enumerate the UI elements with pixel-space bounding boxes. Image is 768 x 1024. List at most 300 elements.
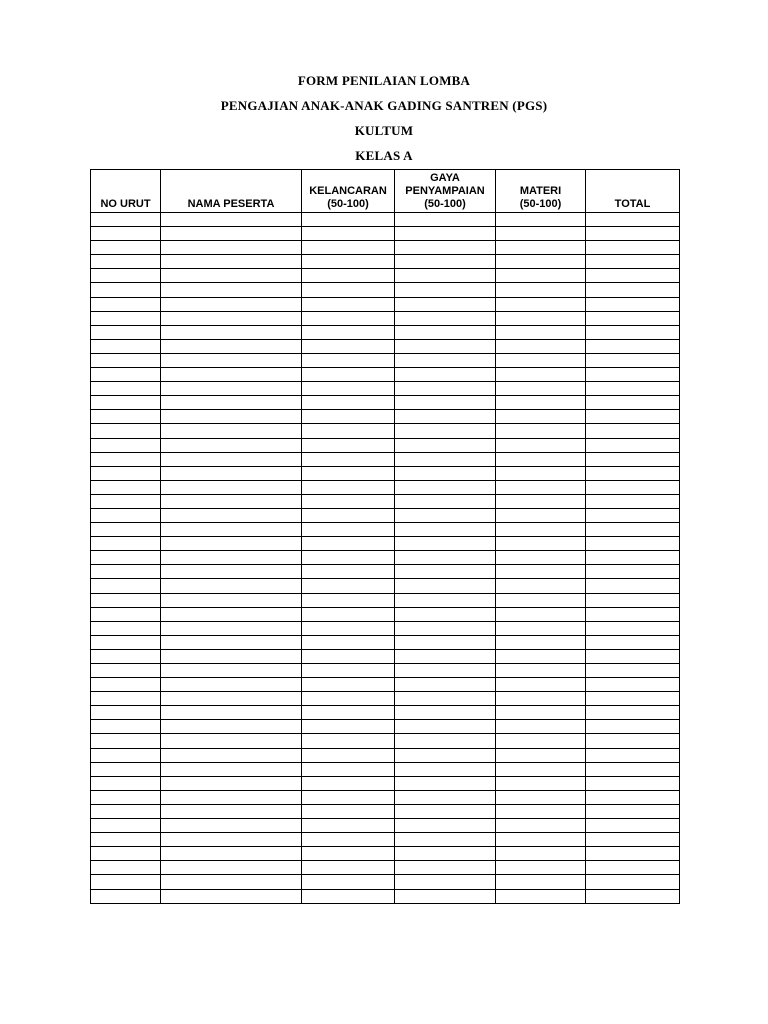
- table-cell[interactable]: [496, 494, 586, 508]
- table-cell[interactable]: [161, 664, 302, 678]
- table-cell[interactable]: [161, 213, 302, 227]
- table-cell[interactable]: [586, 804, 680, 818]
- table-cell[interactable]: [91, 579, 161, 593]
- table-cell[interactable]: [496, 241, 586, 255]
- table-cell[interactable]: [91, 452, 161, 466]
- table-cell[interactable]: [161, 466, 302, 480]
- table-cell[interactable]: [496, 762, 586, 776]
- table-cell[interactable]: [302, 621, 395, 635]
- table-cell[interactable]: [302, 382, 395, 396]
- table-cell[interactable]: [586, 382, 680, 396]
- table-cell[interactable]: [586, 339, 680, 353]
- table-cell[interactable]: [91, 508, 161, 522]
- table-cell[interactable]: [496, 382, 586, 396]
- table-cell[interactable]: [91, 649, 161, 663]
- table-cell[interactable]: [586, 255, 680, 269]
- table-cell[interactable]: [586, 551, 680, 565]
- table-cell[interactable]: [302, 508, 395, 522]
- table-cell[interactable]: [586, 283, 680, 297]
- table-cell[interactable]: [496, 692, 586, 706]
- table-cell[interactable]: [91, 297, 161, 311]
- table-cell[interactable]: [496, 748, 586, 762]
- table-cell[interactable]: [91, 325, 161, 339]
- table-cell[interactable]: [395, 227, 496, 241]
- table-cell[interactable]: [395, 875, 496, 889]
- table-cell[interactable]: [586, 621, 680, 635]
- table-cell[interactable]: [496, 649, 586, 663]
- table-cell[interactable]: [302, 368, 395, 382]
- table-cell[interactable]: [91, 480, 161, 494]
- table-cell[interactable]: [395, 297, 496, 311]
- table-cell[interactable]: [91, 635, 161, 649]
- table-cell[interactable]: [91, 776, 161, 790]
- table-cell[interactable]: [91, 523, 161, 537]
- table-cell[interactable]: [161, 565, 302, 579]
- table-cell[interactable]: [302, 494, 395, 508]
- table-cell[interactable]: [161, 678, 302, 692]
- table-cell[interactable]: [161, 692, 302, 706]
- table-cell[interactable]: [496, 776, 586, 790]
- table-cell[interactable]: [91, 466, 161, 480]
- table-cell[interactable]: [395, 213, 496, 227]
- table-cell[interactable]: [496, 579, 586, 593]
- table-cell[interactable]: [395, 283, 496, 297]
- table-cell[interactable]: [586, 649, 680, 663]
- table-cell[interactable]: [586, 678, 680, 692]
- table-cell[interactable]: [91, 889, 161, 903]
- table-cell[interactable]: [496, 213, 586, 227]
- table-cell[interactable]: [496, 621, 586, 635]
- table-cell[interactable]: [496, 804, 586, 818]
- table-cell[interactable]: [91, 762, 161, 776]
- table-cell[interactable]: [395, 382, 496, 396]
- table-cell[interactable]: [302, 325, 395, 339]
- table-cell[interactable]: [496, 396, 586, 410]
- table-cell[interactable]: [302, 734, 395, 748]
- table-cell[interactable]: [586, 325, 680, 339]
- table-cell[interactable]: [302, 819, 395, 833]
- table-cell[interactable]: [395, 720, 496, 734]
- table-cell[interactable]: [395, 607, 496, 621]
- table-cell[interactable]: [395, 762, 496, 776]
- table-cell[interactable]: [161, 706, 302, 720]
- table-cell[interactable]: [496, 424, 586, 438]
- table-cell[interactable]: [395, 664, 496, 678]
- table-cell[interactable]: [395, 424, 496, 438]
- table-cell[interactable]: [395, 593, 496, 607]
- table-cell[interactable]: [302, 255, 395, 269]
- table-cell[interactable]: [302, 776, 395, 790]
- table-cell[interactable]: [496, 551, 586, 565]
- table-cell[interactable]: [496, 255, 586, 269]
- table-cell[interactable]: [586, 819, 680, 833]
- table-cell[interactable]: [395, 847, 496, 861]
- table-cell[interactable]: [496, 847, 586, 861]
- table-cell[interactable]: [496, 593, 586, 607]
- table-cell[interactable]: [302, 875, 395, 889]
- table-cell[interactable]: [496, 861, 586, 875]
- table-cell[interactable]: [161, 776, 302, 790]
- table-cell[interactable]: [496, 523, 586, 537]
- table-cell[interactable]: [91, 804, 161, 818]
- table-cell[interactable]: [161, 368, 302, 382]
- table-cell[interactable]: [586, 269, 680, 283]
- table-cell[interactable]: [395, 523, 496, 537]
- table-cell[interactable]: [496, 227, 586, 241]
- table-cell[interactable]: [586, 466, 680, 480]
- table-cell[interactable]: [91, 311, 161, 325]
- table-cell[interactable]: [91, 706, 161, 720]
- table-cell[interactable]: [395, 368, 496, 382]
- table-cell[interactable]: [161, 523, 302, 537]
- table-cell[interactable]: [496, 269, 586, 283]
- table-cell[interactable]: [395, 734, 496, 748]
- table-cell[interactable]: [302, 551, 395, 565]
- table-cell[interactable]: [586, 424, 680, 438]
- table-cell[interactable]: [161, 579, 302, 593]
- table-cell[interactable]: [161, 762, 302, 776]
- table-cell[interactable]: [91, 565, 161, 579]
- table-cell[interactable]: [161, 297, 302, 311]
- table-cell[interactable]: [496, 720, 586, 734]
- table-cell[interactable]: [91, 748, 161, 762]
- table-cell[interactable]: [395, 833, 496, 847]
- table-row: [91, 213, 680, 227]
- table-cell[interactable]: [302, 664, 395, 678]
- table-cell[interactable]: [91, 213, 161, 227]
- table-cell[interactable]: [91, 537, 161, 551]
- table-cell[interactable]: [395, 452, 496, 466]
- table-cell[interactable]: [586, 537, 680, 551]
- table-cell[interactable]: [161, 819, 302, 833]
- table-cell[interactable]: [91, 241, 161, 255]
- table-cell[interactable]: [586, 579, 680, 593]
- table-cell[interactable]: [302, 748, 395, 762]
- table-cell[interactable]: [161, 396, 302, 410]
- table-cell[interactable]: [586, 847, 680, 861]
- table-row: [91, 621, 680, 635]
- table-cell[interactable]: [302, 565, 395, 579]
- table-cell[interactable]: [91, 875, 161, 889]
- table-cell[interactable]: [395, 269, 496, 283]
- table-cell[interactable]: [586, 720, 680, 734]
- table-cell[interactable]: [161, 649, 302, 663]
- table-cell[interactable]: [302, 283, 395, 297]
- table-cell[interactable]: [302, 649, 395, 663]
- table-cell[interactable]: [395, 353, 496, 367]
- table-cell[interactable]: [91, 621, 161, 635]
- table-cell[interactable]: [302, 452, 395, 466]
- table-cell[interactable]: [586, 889, 680, 903]
- table-cell[interactable]: [91, 283, 161, 297]
- table-cell[interactable]: [496, 875, 586, 889]
- table-cell[interactable]: [395, 861, 496, 875]
- table-cell[interactable]: [161, 241, 302, 255]
- table-cell[interactable]: [586, 227, 680, 241]
- table-cell[interactable]: [161, 227, 302, 241]
- table-cell[interactable]: [302, 889, 395, 903]
- table-cell[interactable]: [91, 438, 161, 452]
- table-cell[interactable]: [395, 579, 496, 593]
- table-cell[interactable]: [395, 255, 496, 269]
- table-cell[interactable]: [91, 494, 161, 508]
- table-cell[interactable]: [395, 311, 496, 325]
- table-cell[interactable]: [586, 494, 680, 508]
- table-cell[interactable]: [161, 452, 302, 466]
- table-cell[interactable]: [302, 227, 395, 241]
- table-cell[interactable]: [496, 466, 586, 480]
- table-cell[interactable]: [586, 664, 680, 678]
- table-cell[interactable]: [302, 424, 395, 438]
- table-cell[interactable]: [161, 720, 302, 734]
- table-cell[interactable]: [161, 748, 302, 762]
- table-cell[interactable]: [91, 551, 161, 565]
- table-cell[interactable]: [302, 692, 395, 706]
- table-cell[interactable]: [91, 678, 161, 692]
- table-cell[interactable]: [395, 438, 496, 452]
- table-cell[interactable]: [496, 734, 586, 748]
- table-cell[interactable]: [161, 861, 302, 875]
- table-cell[interactable]: [161, 847, 302, 861]
- table-row: [91, 734, 680, 748]
- table-cell[interactable]: [586, 734, 680, 748]
- table-cell[interactable]: [395, 706, 496, 720]
- table-cell[interactable]: [161, 790, 302, 804]
- table-cell[interactable]: [91, 819, 161, 833]
- table-cell[interactable]: [496, 635, 586, 649]
- table-cell[interactable]: [395, 635, 496, 649]
- table-cell[interactable]: [395, 494, 496, 508]
- table-cell[interactable]: [496, 706, 586, 720]
- table-cell[interactable]: [586, 875, 680, 889]
- table-cell[interactable]: [496, 480, 586, 494]
- table-cell[interactable]: [302, 593, 395, 607]
- table-cell[interactable]: [586, 297, 680, 311]
- table-cell[interactable]: [496, 325, 586, 339]
- table-cell[interactable]: [395, 396, 496, 410]
- table-cell[interactable]: [161, 734, 302, 748]
- table-cell[interactable]: [302, 438, 395, 452]
- table-cell[interactable]: [302, 410, 395, 424]
- table-cell[interactable]: [496, 452, 586, 466]
- table-cell[interactable]: [302, 790, 395, 804]
- header-text: KELANCARAN: [309, 185, 387, 197]
- table-cell[interactable]: [395, 565, 496, 579]
- table-cell[interactable]: [161, 283, 302, 297]
- table-cell[interactable]: [161, 494, 302, 508]
- table-cell[interactable]: [91, 255, 161, 269]
- table-cell[interactable]: [91, 607, 161, 621]
- table-cell[interactable]: [91, 339, 161, 353]
- table-cell[interactable]: [586, 706, 680, 720]
- table-cell[interactable]: [496, 339, 586, 353]
- table-cell[interactable]: [496, 508, 586, 522]
- table-cell[interactable]: [302, 480, 395, 494]
- table-cell[interactable]: [302, 297, 395, 311]
- table-cell[interactable]: [91, 833, 161, 847]
- table-cell[interactable]: [395, 889, 496, 903]
- table-cell[interactable]: [161, 875, 302, 889]
- table-cell[interactable]: [91, 269, 161, 283]
- table-cell[interactable]: [496, 438, 586, 452]
- table-cell[interactable]: [496, 311, 586, 325]
- table-cell[interactable]: [395, 692, 496, 706]
- table-cell[interactable]: [586, 438, 680, 452]
- table-cell[interactable]: [302, 241, 395, 255]
- table-cell[interactable]: [302, 269, 395, 283]
- table-cell[interactable]: [161, 537, 302, 551]
- table-cell[interactable]: [161, 255, 302, 269]
- table-cell[interactable]: [161, 382, 302, 396]
- table-cell[interactable]: [395, 325, 496, 339]
- table-cell[interactable]: [586, 607, 680, 621]
- table-cell[interactable]: [302, 847, 395, 861]
- table-cell[interactable]: [586, 762, 680, 776]
- table-cell[interactable]: [395, 537, 496, 551]
- table-cell[interactable]: [496, 790, 586, 804]
- table-cell[interactable]: [302, 396, 395, 410]
- table-cell[interactable]: [161, 508, 302, 522]
- table-cell[interactable]: [395, 551, 496, 565]
- table-cell[interactable]: [586, 410, 680, 424]
- table-row: [91, 565, 680, 579]
- table-cell[interactable]: [496, 565, 586, 579]
- table-cell[interactable]: [496, 607, 586, 621]
- table-cell[interactable]: [91, 396, 161, 410]
- table-cell[interactable]: [395, 748, 496, 762]
- table-cell[interactable]: [91, 410, 161, 424]
- table-cell[interactable]: [395, 241, 496, 255]
- table-cell[interactable]: [161, 889, 302, 903]
- table-cell[interactable]: [395, 804, 496, 818]
- table-cell[interactable]: [586, 241, 680, 255]
- table-cell[interactable]: [586, 480, 680, 494]
- table-cell[interactable]: [586, 635, 680, 649]
- table-cell[interactable]: [302, 607, 395, 621]
- table-cell[interactable]: [496, 833, 586, 847]
- table-cell[interactable]: [496, 283, 586, 297]
- table-cell[interactable]: [496, 537, 586, 551]
- table-cell[interactable]: [302, 678, 395, 692]
- table-cell[interactable]: [161, 833, 302, 847]
- table-cell[interactable]: [161, 325, 302, 339]
- table-cell[interactable]: [586, 565, 680, 579]
- table-cell[interactable]: [91, 664, 161, 678]
- table-cell[interactable]: [302, 635, 395, 649]
- table-cell[interactable]: [302, 537, 395, 551]
- table-cell[interactable]: [161, 593, 302, 607]
- table-cell[interactable]: [161, 438, 302, 452]
- table-cell[interactable]: [161, 311, 302, 325]
- table-cell[interactable]: [161, 339, 302, 353]
- table-cell[interactable]: [161, 551, 302, 565]
- table-cell[interactable]: [302, 861, 395, 875]
- table-cell[interactable]: [302, 706, 395, 720]
- table-cell[interactable]: [586, 861, 680, 875]
- table-cell[interactable]: [161, 353, 302, 367]
- table-cell[interactable]: [302, 213, 395, 227]
- table-cell[interactable]: [91, 847, 161, 861]
- table-cell[interactable]: [586, 523, 680, 537]
- table-cell[interactable]: [496, 678, 586, 692]
- table-cell[interactable]: [91, 382, 161, 396]
- table-cell[interactable]: [586, 790, 680, 804]
- table-cell[interactable]: [586, 213, 680, 227]
- table-cell[interactable]: [395, 790, 496, 804]
- table-cell[interactable]: [395, 621, 496, 635]
- table-cell[interactable]: [302, 311, 395, 325]
- table-cell[interactable]: [161, 424, 302, 438]
- table-cell[interactable]: [395, 819, 496, 833]
- table-cell[interactable]: [161, 635, 302, 649]
- table-cell[interactable]: [91, 368, 161, 382]
- table-cell[interactable]: [586, 508, 680, 522]
- table-cell[interactable]: [302, 579, 395, 593]
- table-cell[interactable]: [586, 396, 680, 410]
- table-cell[interactable]: [91, 790, 161, 804]
- table-cell[interactable]: [586, 311, 680, 325]
- table-cell[interactable]: [395, 776, 496, 790]
- table-cell[interactable]: [395, 466, 496, 480]
- table-cell[interactable]: [161, 607, 302, 621]
- table-cell[interactable]: [496, 368, 586, 382]
- table-cell[interactable]: [586, 748, 680, 762]
- table-cell[interactable]: [302, 523, 395, 537]
- table-cell[interactable]: [161, 480, 302, 494]
- table-cell[interactable]: [302, 833, 395, 847]
- table-cell[interactable]: [302, 720, 395, 734]
- table-cell[interactable]: [161, 410, 302, 424]
- table-cell[interactable]: [586, 833, 680, 847]
- table-cell[interactable]: [496, 410, 586, 424]
- table-cell[interactable]: [395, 410, 496, 424]
- table-cell[interactable]: [161, 269, 302, 283]
- table-cell[interactable]: [395, 649, 496, 663]
- table-cell[interactable]: [395, 339, 496, 353]
- table-cell[interactable]: [496, 819, 586, 833]
- table-cell[interactable]: [91, 720, 161, 734]
- table-cell[interactable]: [496, 664, 586, 678]
- table-cell[interactable]: [586, 353, 680, 367]
- table-cell[interactable]: [91, 353, 161, 367]
- table-cell[interactable]: [496, 353, 586, 367]
- table-cell[interactable]: [91, 692, 161, 706]
- table-cell[interactable]: [161, 621, 302, 635]
- table-row: [91, 551, 680, 565]
- table-cell[interactable]: [496, 889, 586, 903]
- table-cell[interactable]: [302, 762, 395, 776]
- table-cell[interactable]: [395, 678, 496, 692]
- table-cell[interactable]: [586, 692, 680, 706]
- table-cell[interactable]: [302, 339, 395, 353]
- table-cell[interactable]: [91, 227, 161, 241]
- table-cell[interactable]: [91, 734, 161, 748]
- table-cell[interactable]: [586, 452, 680, 466]
- table-cell[interactable]: [161, 804, 302, 818]
- table-cell[interactable]: [91, 593, 161, 607]
- table-cell[interactable]: [395, 508, 496, 522]
- table-cell[interactable]: [586, 593, 680, 607]
- table-cell[interactable]: [586, 368, 680, 382]
- table-cell[interactable]: [302, 804, 395, 818]
- table-cell[interactable]: [91, 424, 161, 438]
- table-cell[interactable]: [302, 466, 395, 480]
- table-cell[interactable]: [586, 776, 680, 790]
- table-cell[interactable]: [91, 861, 161, 875]
- table-cell[interactable]: [496, 297, 586, 311]
- table-cell[interactable]: [302, 353, 395, 367]
- table-cell[interactable]: [395, 480, 496, 494]
